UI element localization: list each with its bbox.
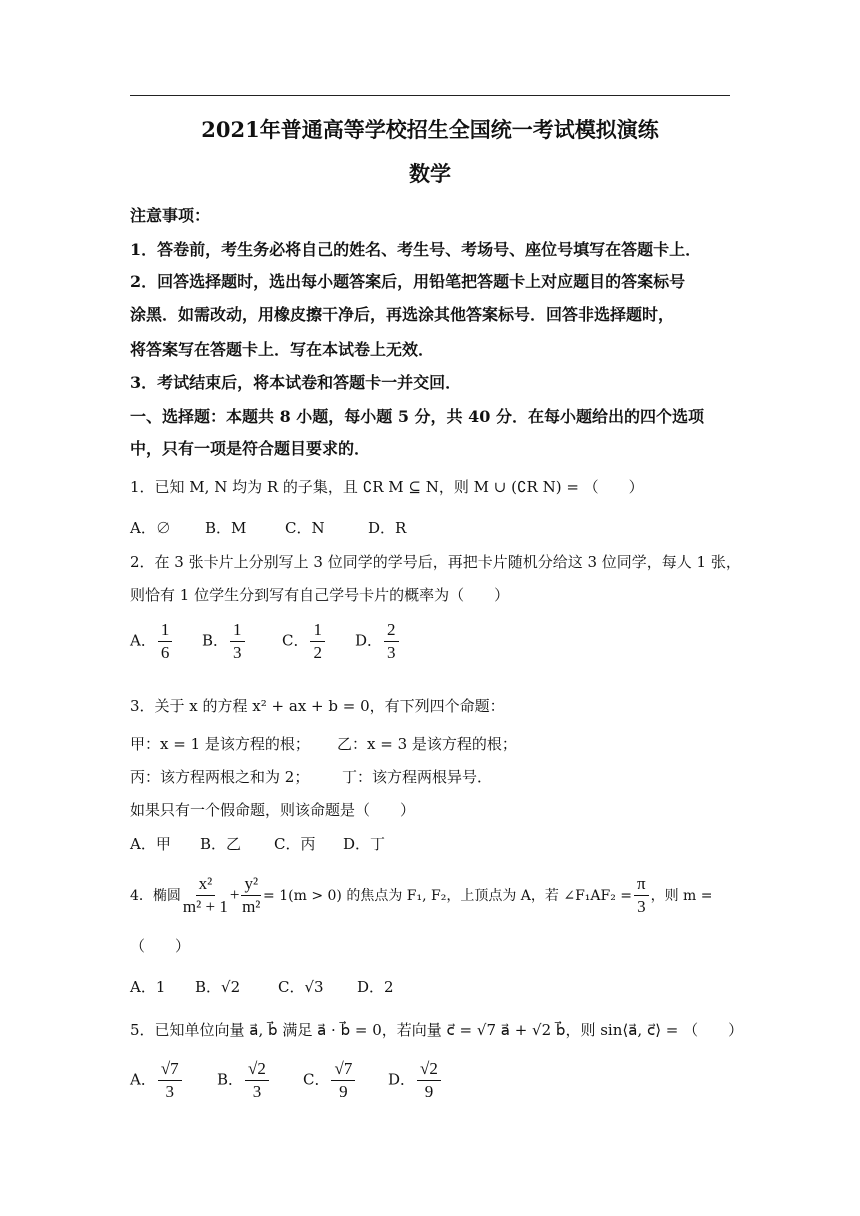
fraction-y-squared <box>241 875 261 916</box>
option-label: B． <box>217 1070 244 1089</box>
denominator: 2 <box>313 642 322 662</box>
numerator: x² <box>196 875 216 896</box>
question-4-option-d: D．2 <box>357 978 394 996</box>
question-3-question: 如果只有一个假命题，则该命题是（ ） <box>130 801 416 819</box>
denominator: 3 <box>387 642 396 662</box>
numerator: 1 <box>230 621 245 642</box>
notice-item-3: 3．考试结束后，将本试卷和答题卡一并交回． <box>130 373 462 392</box>
notice-item-2-line-1: 2．回答选择题时，选出每小题答案后，用铅笔把答题卡上对应题目的答案标号 <box>130 272 686 291</box>
numerator: 2 <box>384 621 399 642</box>
denominator: m² + 1 <box>182 896 228 916</box>
fraction-pi-over-3 <box>634 875 649 916</box>
question-3-proposition-jia: 甲：x = 1 是该方程的根； <box>130 735 310 753</box>
fraction <box>158 621 173 662</box>
question-5-option-a <box>130 1060 184 1101</box>
question-5-stem: 5．已知单位向量 a⃗, b⃗ 满足 a⃗ · b⃗ = 0，若向量 c⃗ = √7 a⃗ + √2 b⃗，则 sin⟨a⃗, c⃗⟩ = （ ） <box>130 1021 744 1039</box>
question-1-stem: 1．已知 M, N 均为 R 的子集，且 ∁R M ⊆ N，则 M ∪ (∁R N) = （ ） <box>130 478 644 496</box>
denominator: 3 <box>165 1081 175 1101</box>
question-5-option-d <box>388 1060 443 1101</box>
question-4-middle: = 1(m > 0) 的焦点为 F₁, F₂，上顶点为 A，若 ∠F₁AF₂ = <box>263 888 633 904</box>
question-3-option-d: D．丁 <box>343 835 386 853</box>
option-label: D． <box>388 1070 416 1089</box>
denominator: 3 <box>233 642 242 662</box>
notice-item-2-line-3: 将答案写在答题卡上．写在本试卷上无效． <box>130 340 435 359</box>
numerator: √7 <box>158 1060 182 1081</box>
question-2-option-d <box>355 621 401 662</box>
question-1-option-d: D．R <box>368 519 407 537</box>
exam-title: 2021年普通高等学校招生全国统一考试模拟演练 <box>201 117 659 142</box>
question-3-option-a: A．甲 <box>130 835 171 853</box>
notice-heading: 注意事项： <box>130 206 211 225</box>
question-3-proposition-bing: 丙：该方程两根之和为 2； <box>130 768 310 786</box>
question-3-proposition-yi: 乙：x = 3 是该方程的根； <box>337 735 517 753</box>
numerator: √7 <box>331 1060 355 1081</box>
fraction <box>245 1060 269 1101</box>
fraction <box>310 621 325 662</box>
question-2-line-1: 2．在 3 张卡片上分别写上 3 位同学的学号后，再把卡片随机分给这 3 位同学，每人 1 张， <box>130 553 741 571</box>
section-1-line-2: 中，只有一项是符合题目要求的． <box>130 439 371 458</box>
numerator: √2 <box>417 1060 441 1081</box>
denominator: 6 <box>160 642 170 662</box>
denominator: 9 <box>424 1081 434 1101</box>
question-3-stem: 3．关于 x 的方程 x² + ax + b = 0，有下列四个命题： <box>130 697 505 715</box>
question-1-option-b: B．M <box>205 519 247 537</box>
option-label: A． <box>130 1070 156 1089</box>
question-2-line-2: 则恰有 1 位学生分到写有自己学号卡片的概率为（ ） <box>130 586 510 604</box>
question-3-proposition-ding: 丁：该方程两根异号． <box>342 768 493 786</box>
numerator: y² <box>241 875 261 896</box>
numerator: 1 <box>158 621 173 642</box>
fraction <box>417 1060 441 1101</box>
question-5-option-b <box>217 1060 271 1101</box>
fraction <box>230 621 245 662</box>
fraction <box>158 1060 182 1101</box>
denominator: 3 <box>637 896 646 916</box>
question-5-option-c <box>303 1060 357 1101</box>
question-1-option-a: A．∅ <box>130 519 171 537</box>
section-1-line-1: 一、选择题：本题共 8 小题，每小题 5 分，共 40 分．在每小题给出的四个选项 <box>130 407 704 426</box>
question-4-option-b: B．√2 <box>195 978 241 996</box>
denominator: m² <box>242 896 261 916</box>
denominator: 3 <box>252 1081 262 1101</box>
question-4-paren: （ ） <box>130 937 191 955</box>
numerator: π <box>634 875 649 896</box>
subject-title: 数学 <box>409 161 451 186</box>
fraction-x-squared <box>183 875 228 916</box>
question-2-option-c <box>282 621 327 662</box>
option-label: C． <box>282 631 309 650</box>
notice-item-1: 1．答卷前，考生务必将自己的姓名、考生号、考场号、座位号填写在答题卡上． <box>130 240 702 259</box>
fraction <box>331 1060 355 1101</box>
question-4-option-c: C．√3 <box>278 978 324 996</box>
fraction <box>384 621 399 662</box>
question-4-option-a: A．1 <box>130 978 166 996</box>
question-3-option-b: B．乙 <box>200 835 242 853</box>
question-4-prefix: 4．椭圆 <box>130 888 181 904</box>
question-4-suffix: ，则 m = <box>650 888 713 904</box>
numerator: √2 <box>245 1060 269 1081</box>
question-2-option-b <box>202 621 247 662</box>
question-3-option-c: C．丙 <box>274 835 316 853</box>
option-label: D． <box>355 631 383 650</box>
plus-sign: + <box>229 885 240 904</box>
top-rule <box>130 95 730 96</box>
option-label: A． <box>130 631 156 650</box>
numerator: 1 <box>310 621 325 642</box>
notice-item-2-line-2: 涂黑．如需改动，用橡皮擦干净后，再选涂其他答案标号．回答非选择题时， <box>130 305 675 324</box>
question-1-option-c: C．N <box>285 519 325 537</box>
denominator: 9 <box>339 1081 348 1101</box>
option-label: B． <box>202 631 229 650</box>
question-2-option-a <box>130 621 174 662</box>
option-label: C． <box>303 1070 330 1089</box>
question-4-stem <box>130 870 713 920</box>
